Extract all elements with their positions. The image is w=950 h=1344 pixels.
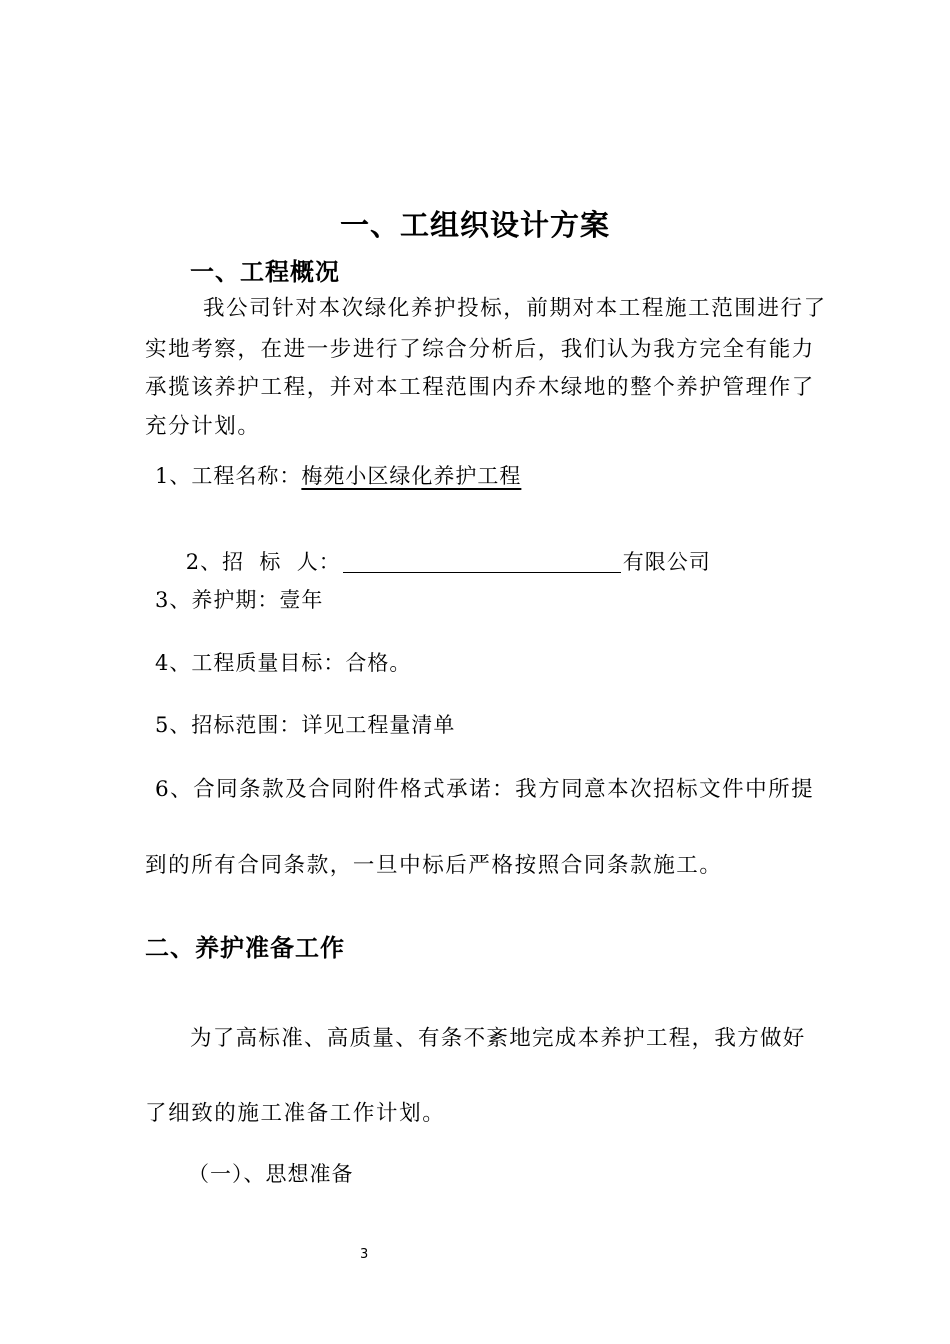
- item-tender-scope: 5、招标范围：详见工程量清单: [155, 713, 456, 737]
- preparation-line-1: 为了高标准、高质量、有条不紊地完成本养护工程，我方做好: [190, 1026, 806, 1051]
- page-number: 3: [360, 1247, 369, 1262]
- preparation-line-2: 了细致的施工准备工作计划。: [145, 1101, 446, 1126]
- tenderer-blank-line: [343, 548, 621, 573]
- document-title: 一、工组织设计方案: [339, 208, 610, 242]
- intro-line-4: 充分计划。: [145, 414, 261, 439]
- item-project-name: [155, 460, 521, 490]
- intro-line-1: 我公司针对本次绿化养护投标，前期对本工程施工范围进行了: [203, 296, 827, 321]
- item-contract-terms-line-1: 6、合同条款及合同附件格式承诺：我方同意本次招标文件中所提: [155, 777, 815, 802]
- item-tenderer-label: 2、招 标 人：: [185, 550, 341, 574]
- subheading-mental-preparation: （一）、思想准备: [188, 1162, 354, 1186]
- item-maintenance-period: 3、养护期：壹年: [155, 588, 324, 612]
- intro-line-3: 承揽该养护工程，并对本工程范围内乔木绿地的整个养护管理作了: [145, 375, 815, 400]
- section-heading-preparation: 二、养护准备工作: [145, 933, 345, 962]
- section-heading-overview: 一、工程概况: [190, 257, 340, 286]
- item-project-name-label: 1、工程名称：: [155, 464, 302, 488]
- item-quality-target: 4、工程质量目标：合格。: [155, 651, 412, 675]
- item-project-name-value: 梅苑小区绿化养护工程: [301, 464, 522, 488]
- item-tenderer-suffix: 有限公司: [622, 550, 711, 574]
- intro-line-2: 实地考察，在进一步进行了综合分析后，我们认为我方完全有能力: [145, 337, 815, 362]
- item-contract-terms-line-2: 到的所有合同条款，一旦中标后严格按照合同条款施工。: [145, 853, 723, 878]
